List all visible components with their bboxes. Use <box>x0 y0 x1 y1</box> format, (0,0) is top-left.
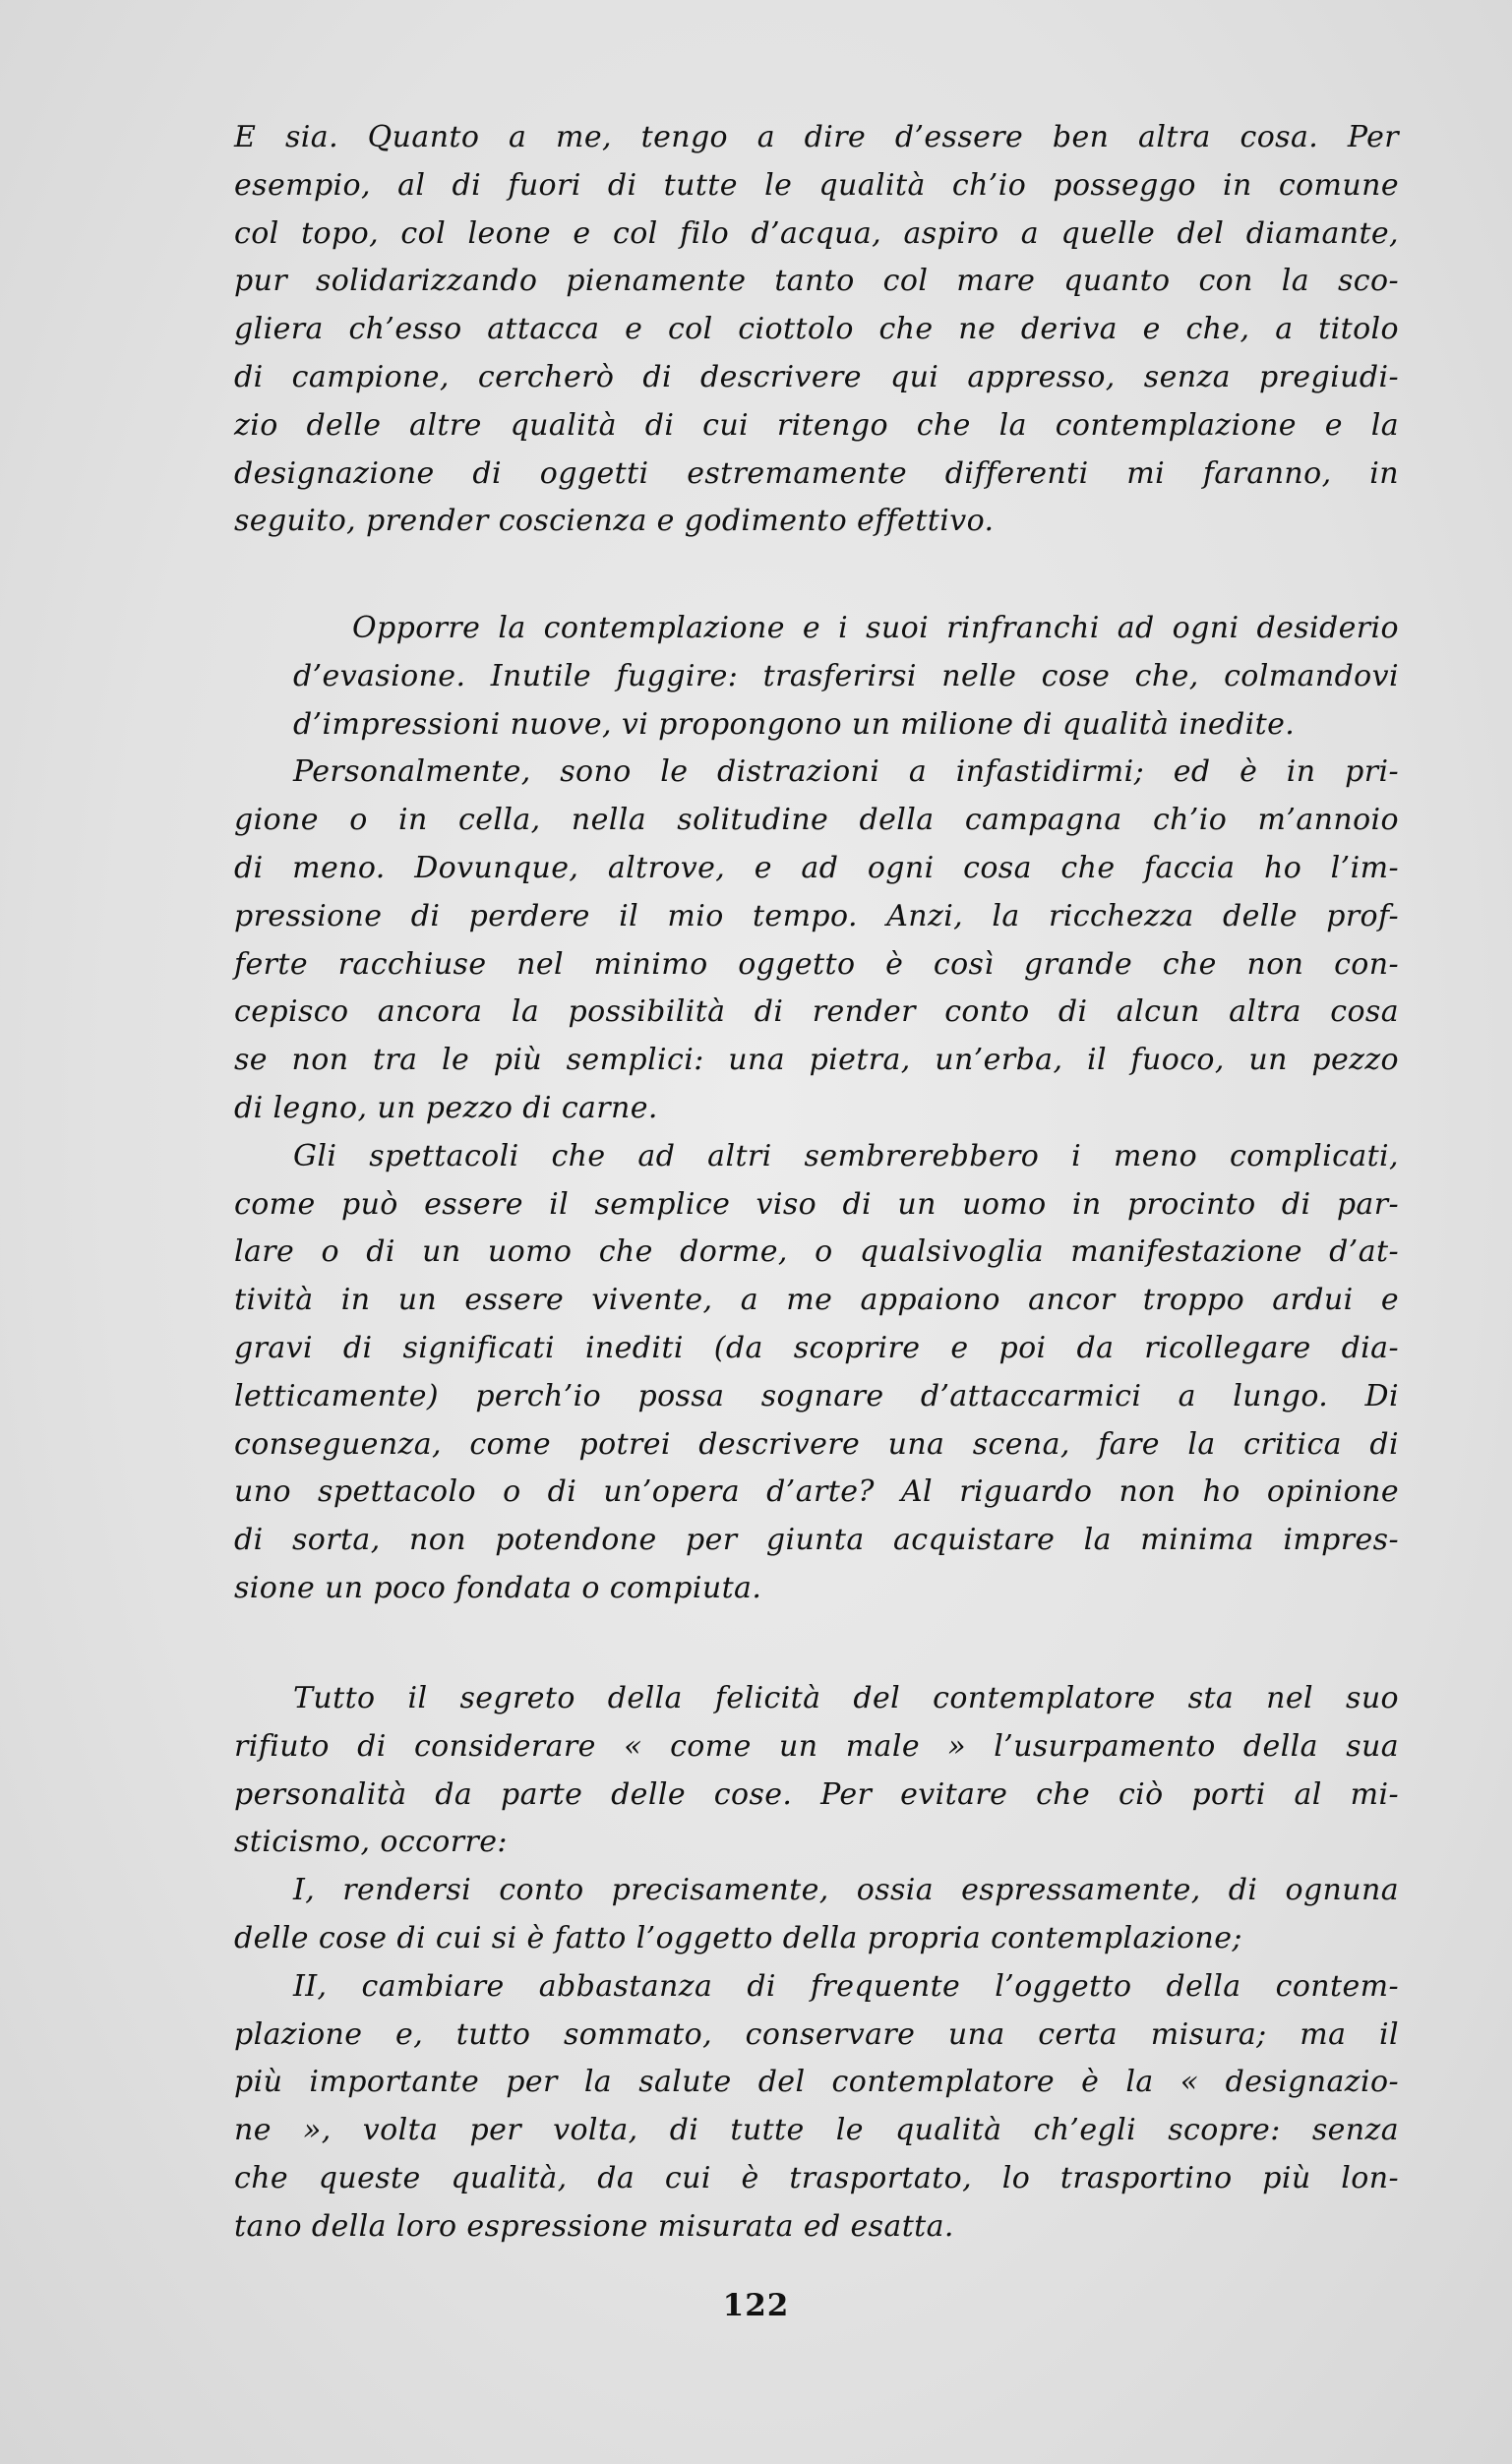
paragraph <box>234 1675 1399 1867</box>
paragraph <box>234 1963 1399 2252</box>
paragraph <box>234 605 1399 749</box>
text-line: esempio, al di fuori di tutte le qualità ch’io posseggo in comune <box>234 167 1399 203</box>
text-line: di campione, cercherò di descrivere qui appresso, senza pregiudi- <box>234 359 1399 394</box>
paragraph <box>234 114 1399 546</box>
text-line: designazione di oggetti estremamente differenti mi faranno, in <box>234 455 1399 491</box>
text-line: di sorta, non potendone per giunta acquistare la minima impres- <box>234 1523 1399 1558</box>
text-line: lare o di un uomo che dorme, o qualsivoglia manifestazione d’at- <box>234 1234 1399 1270</box>
paragraph <box>234 1133 1399 1613</box>
text-line: seguito, prender coscienza e godimento effettivo. <box>234 504 995 539</box>
text-line: Tutto il segreto della felicità del contemplatore sta nel suo <box>293 1681 1399 1715</box>
text-line: uno spettacolo o di un’opera d’arte? Al riguardo non ho opinione <box>234 1474 1399 1510</box>
text-line: ne », volta per volta, di tutte le qualità ch’egli scopre: senza <box>234 2113 1399 2148</box>
text-line: d’evasione. Inutile fuggire: trasferirsi nelle cose che, colmandovi <box>293 658 1399 693</box>
text-line: zio delle altre qualità di cui ritengo che la contemplazione e la <box>234 407 1399 443</box>
text-line: gliera ch’esso attacca e col ciottolo che ne deriva e che, a titolo <box>234 312 1399 347</box>
text-line: delle cose di cui si è fatto l’oggetto della propria contemplazione; <box>234 1920 1242 1955</box>
text-line: d’impressioni nuove, vi propongono un milione di qualità inedite. <box>293 706 1296 742</box>
paragraph <box>234 1867 1399 1963</box>
text-line: E sia. Quanto a me, tengo a dire d’essere ben altra cosa. Per <box>234 120 1399 154</box>
page-number: 122 <box>722 2288 790 2323</box>
text-line: di meno. Dovunque, altrove, e ad ogni cosa che faccia ho l’im- <box>234 850 1399 885</box>
text-line: gravi di significati inediti (da scoprire e poi da ricollegare dia- <box>234 1330 1399 1365</box>
text-line: II, cambiare abbastanza di frequente l’oggetto della contem- <box>293 1968 1399 2004</box>
text-line: pur solidarizzando pienamente tanto col mare quanto con la sco- <box>234 264 1399 299</box>
text-line: rifiuto di considerare « come un male » l’usurpamento della sua <box>234 1728 1399 1764</box>
text-line: sione un poco fondata o compiuta. <box>234 1570 762 1605</box>
text-line: gione o in cella, nella solitudine della campagna ch’io m’annoio <box>234 803 1399 838</box>
text-line: Gli spettacoli che ad altri sembrerebbero i meno complicati, <box>293 1138 1399 1173</box>
text-line: più importante per la salute del contemplatore è la « designazio- <box>234 2065 1399 2100</box>
text-line: pressione di perdere il mio tempo. Anzi, la ricchezza delle prof- <box>234 898 1399 933</box>
text-line: tano della loro espressione misurata ed esatta. <box>234 2208 954 2244</box>
text-line: Personalmente, sono le distrazioni a infastidirmi; ed è in pri- <box>293 754 1399 790</box>
text-line: come può essere il semplice viso di un uomo in procinto di par- <box>234 1186 1399 1222</box>
text-line: col topo, col leone e col filo d’acqua, aspiro a quelle del diamante, <box>234 215 1399 251</box>
text-line: ferte racchiuse nel minimo oggetto è così grande che non con- <box>234 946 1399 982</box>
section-2 <box>234 605 1399 1613</box>
section-3 <box>234 1675 1399 2252</box>
text-line: tività in un essere vivente, a me appaiono ancor troppo ardui e <box>234 1283 1399 1318</box>
section-1 <box>234 114 1399 546</box>
paragraph <box>234 749 1399 1132</box>
text-line: conseguenza, come potrei descrivere una scena, fare la critica di <box>234 1426 1399 1462</box>
text-line: letticamente) perch’io possa sognare d’attaccarmici a lungo. Di <box>234 1378 1399 1413</box>
text-line: se non tra le più semplici: una pietra, un’erba, il fuoco, un pezzo <box>234 1043 1399 1078</box>
text-line: plazione e, tutto sommato, conservare una certa misura; ma il <box>234 2016 1399 2052</box>
text-line: che queste qualità, da cui è trasportato, lo trasportino più lon- <box>234 2160 1399 2195</box>
text-line: di legno, un pezzo di carne. <box>234 1090 658 1125</box>
text-line: personalità da parte delle cose. Per evitare che ciò porti al mi- <box>234 1776 1399 1812</box>
text-line: I, rendersi conto precisamente, ossia espressamente, di ognuna <box>293 1873 1399 1908</box>
text-line: cepisco ancora la possibilità di render conto di alcun altra cosa <box>234 994 1399 1030</box>
text-line: sticismo, occorre: <box>234 1825 508 1860</box>
text-line: Opporre la contemplazione e i suoi rinfranchi ad ogni desiderio <box>352 611 1399 645</box>
